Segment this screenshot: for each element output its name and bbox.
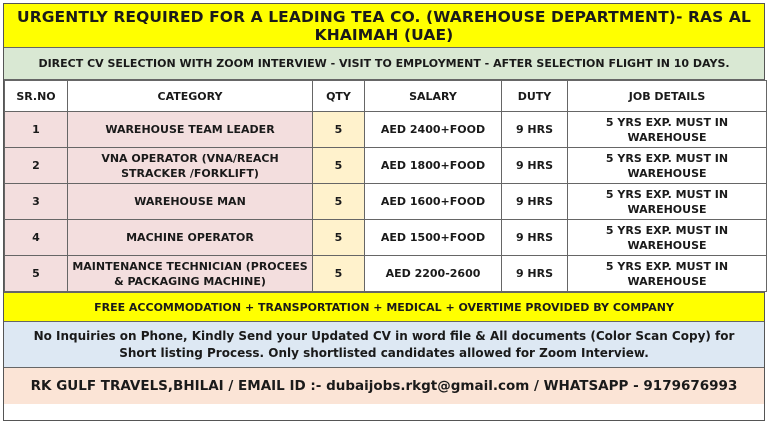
salary-cell: AED 2400+FOOD <box>365 112 502 148</box>
table-row <box>5 256 767 292</box>
salary-cell: AED 1800+FOOD <box>365 148 502 184</box>
job-details-cell: 5 YRS EXP. MUST IN WAREHOUSE <box>568 256 767 292</box>
job-details-cell: 5 YRS EXP. MUST IN WAREHOUSE <box>568 184 767 220</box>
sr-no-cell: 2 <box>5 148 68 184</box>
table-row <box>5 148 767 184</box>
sr-no-cell: 1 <box>5 112 68 148</box>
category-cell: VNA OPERATOR (VNA/REACH STRACKER /FORKLIFT) <box>68 148 313 184</box>
job-details-cell: 5 YRS EXP. MUST IN WAREHOUSE <box>568 112 767 148</box>
duty-cell: 9 HRS <box>502 184 568 220</box>
jobs-table <box>4 80 767 292</box>
header-category: CATEGORY <box>68 81 313 112</box>
instructions-note: No Inquiries on Phone, Kindly Send your Updated CV in word file & All documents (Color Scan Copy) for Short listing Process. Only shortlisted candidates allowed for Zoom Interview. <box>4 322 764 368</box>
qty-cell: 5 <box>313 112 365 148</box>
benefits-banner: FREE ACCOMMODATION + TRANSPORTATION + MEDICAL + OVERTIME PROVIDED BY COMPANY <box>4 292 764 322</box>
header-salary: SALARY <box>365 81 502 112</box>
contact-line: RK GULF TRAVELS,BHILAI / EMAIL ID :- dubaijobs.rkgt@gmail.com / WHATSAPP - 9179676993 <box>4 368 764 404</box>
duty-cell: 9 HRS <box>502 256 568 292</box>
qty-cell: 5 <box>313 220 365 256</box>
table-row <box>5 112 767 148</box>
salary-cell: AED 2200-2600 <box>365 256 502 292</box>
header-qty: QTY <box>313 81 365 112</box>
table-body <box>5 112 767 292</box>
duty-cell: 9 HRS <box>502 112 568 148</box>
job-details-cell: 5 YRS EXP. MUST IN WAREHOUSE <box>568 220 767 256</box>
header-job-details: JOB DETAILS <box>568 81 767 112</box>
sr-no-cell: 4 <box>5 220 68 256</box>
qty-cell: 5 <box>313 256 365 292</box>
table-row <box>5 184 767 220</box>
salary-cell: AED 1500+FOOD <box>365 220 502 256</box>
duty-cell: 9 HRS <box>502 220 568 256</box>
duty-cell: 9 HRS <box>502 148 568 184</box>
table-header-row <box>5 81 767 112</box>
job-details-cell: 5 YRS EXP. MUST IN WAREHOUSE <box>568 148 767 184</box>
salary-cell: AED 1600+FOOD <box>365 184 502 220</box>
category-cell: MAINTENANCE TECHNICIAN (PROCEES & PACKAGING MACHINE) <box>68 256 313 292</box>
category-cell: MACHINE OPERATOR <box>68 220 313 256</box>
job-poster <box>3 3 765 421</box>
sr-no-cell: 5 <box>5 256 68 292</box>
table-row <box>5 220 767 256</box>
qty-cell: 5 <box>313 148 365 184</box>
poster-title: URGENTLY REQUIRED FOR A LEADING TEA CO. (WAREHOUSE DEPARTMENT)- RAS AL KHAIMAH (UAE) <box>4 4 764 48</box>
header-sr-no: SR.NO <box>5 81 68 112</box>
qty-cell: 5 <box>313 184 365 220</box>
header-duty: DUTY <box>502 81 568 112</box>
poster-subtitle: DIRECT CV SELECTION WITH ZOOM INTERVIEW - VISIT TO EMPLOYMENT - AFTER SELECTION FLIGHT IN 10 DAYS. <box>4 48 764 80</box>
category-cell: WAREHOUSE MAN <box>68 184 313 220</box>
sr-no-cell: 3 <box>5 184 68 220</box>
category-cell: WAREHOUSE TEAM LEADER <box>68 112 313 148</box>
